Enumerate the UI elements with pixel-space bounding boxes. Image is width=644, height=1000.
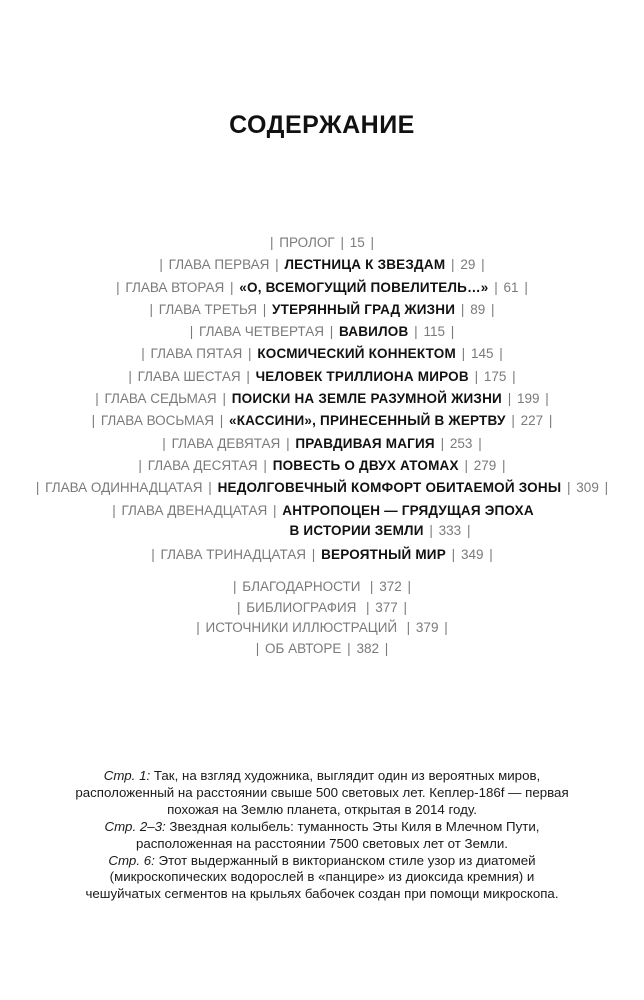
- toc-title: ПРАВДИВАЯ МАГИЯ: [295, 435, 435, 451]
- back-matter-about-author[interactable]: | ОБ АВТОРЕ | 382 |: [255, 641, 389, 657]
- toc-title: ПОВЕСТЬ О ДВУХ АТОМАХ: [272, 457, 459, 473]
- toc-entry-chapter-3[interactable]: | ГЛАВА ТРЕТЬЯ | УТЕРЯННЫЙ ГРАД ЖИЗНИ | 89 |: [149, 301, 495, 317]
- toc-entry-chapter-7[interactable]: | ГЛАВА СЕДЬМАЯ | ПОИСКИ НА ЗЕМЛЕ РАЗУМНОЙ ЖИЗНИ | 199 |: [95, 391, 549, 407]
- back-matter-label: ИСТОЧНИКИ ИЛЛЮСТРАЦИЙ: [205, 620, 398, 636]
- toc-page: 145: [470, 346, 494, 362]
- page-title: СОДЕРЖАНИЕ: [229, 110, 415, 139]
- toc-page: 15: [349, 235, 365, 250]
- caption-page-6: [72, 853, 572, 904]
- back-matter-acknowledgements[interactable]: | БЛАГОДАРНОСТИ | 372 |: [232, 579, 412, 594]
- back-matter-illustration-sources[interactable]: | ИСТОЧНИКИ ИЛЛЮСТРАЦИЙ | 379 |: [196, 620, 448, 636]
- caption-text: Так, на взгляд художника, выглядит один из вероятных миров, расположенный на расстоянии свыше 500 световых лет. Кеплер-186f — первая похожая на Землю планета, открытая в 2014 году.: [75, 768, 569, 817]
- toc-label: ГЛАВА ПЯТАЯ: [150, 346, 243, 362]
- toc-entry-chapter-2[interactable]: | ГЛАВА ВТОРАЯ | «О, ВСЕМОГУЩИЙ ПОВЕЛИТЕЛЬ…» | 61 |: [116, 279, 528, 295]
- toc-label: ГЛАВА СЕДЬМАЯ: [104, 391, 217, 407]
- back-matter-page: 379: [415, 620, 439, 636]
- toc-entry-chapter-8[interactable]: | ГЛАВА ВОСЬМАЯ | «КАССИНИ», ПРИНЕСЕННЫЙ В ЖЕРТВУ | 227 |: [91, 413, 553, 429]
- toc-label: ГЛАВА ТРИНАДЦАТАЯ: [160, 547, 307, 563]
- toc-entry-chapter-6[interactable]: | ГЛАВА ШЕСТАЯ | ЧЕЛОВЕК ТРИЛЛИОНА МИРОВ | 175 |: [128, 368, 516, 384]
- toc-page: 333: [438, 522, 462, 538]
- toc-page: 309: [576, 480, 599, 496]
- toc-title: НЕДОЛГОВЕЧНЫЙ КОМФОРТ ОБИТАЕМОЙ ЗОНЫ: [217, 480, 562, 496]
- toc-entry-prologue[interactable]: | ПРОЛОГ | 15 |: [269, 235, 375, 250]
- toc-title: ВЕРОЯТНЫЙ МИР: [321, 547, 446, 563]
- toc-entry-chapter-4[interactable]: | ГЛАВА ЧЕТВЕРТАЯ | ВАВИЛОВ | 115 |: [189, 324, 455, 340]
- toc-page: 89: [470, 301, 486, 317]
- caption-page-1: [72, 768, 572, 819]
- caption-text: Звездная колыбель: туманность Эты Киля в Млечном Пути, расположенная на расстоянии 7500 световых лет от Земли.: [135, 818, 540, 851]
- toc-entry-chapter-12-continued[interactable]: В ИСТОРИИ ЗЕМЛИ | 333 |: [289, 522, 471, 538]
- toc-label: ГЛАВА ДЕВЯТАЯ: [171, 435, 281, 451]
- toc-title: УТЕРЯННЫЙ ГРАД ЖИЗНИ: [272, 301, 456, 317]
- toc-label: ГЛАВА ВТОРАЯ: [125, 279, 225, 295]
- toc-page: 29: [460, 257, 476, 273]
- image-captions: [72, 768, 572, 903]
- toc-entry-chapter-13[interactable]: | ГЛАВА ТРИНАДЦАТАЯ | ВЕРОЯТНЫЙ МИР | 349 |: [151, 547, 493, 563]
- toc-label: ГЛАВА ДВЕНАДЦАТАЯ: [121, 502, 268, 518]
- toc-page: 253: [449, 435, 473, 451]
- toc-label: ГЛАВА ШЕСТАЯ: [137, 368, 241, 384]
- toc-title: ЧЕЛОВЕК ТРИЛЛИОНА МИРОВ: [255, 368, 469, 384]
- toc-label: ПРОЛОГ: [279, 235, 335, 250]
- back-matter-label: БЛАГОДАРНОСТИ: [242, 579, 361, 594]
- back-matter-page: 382: [356, 641, 379, 657]
- caption-ref: Стр. 6:: [108, 852, 155, 868]
- toc-title: ПОИСКИ НА ЗЕМЛЕ РАЗУМНОЙ ЖИЗНИ: [231, 391, 502, 407]
- toc-title-continued: В ИСТОРИИ ЗЕМЛИ: [289, 522, 424, 538]
- toc-label: ГЛАВА ДЕСЯТАЯ: [147, 457, 258, 473]
- toc-title: ЛЕСТНИЦА К ЗВЕЗДАМ: [284, 257, 446, 273]
- toc-label: ГЛАВА ПЕРВАЯ: [168, 257, 270, 273]
- caption-text: Этот выдержанный в викторианском стиле узор из диатомей (микроскопических водорослей в «панцире» из диоксида кремния) и чешуйчатых сегментов на крыльях бабочек создан при помощи микроскопа.: [85, 852, 559, 902]
- back-matter-page: 372: [379, 579, 402, 594]
- toc-page: 279: [473, 457, 497, 473]
- toc-title: ВАВИЛОВ: [339, 324, 409, 340]
- back-matter-label: БИБЛИОГРАФИЯ: [246, 599, 357, 615]
- toc-page: 175: [483, 368, 507, 384]
- toc-entry-chapter-12[interactable]: | ГЛАВА ДВЕНАДЦАТАЯ | АНТРОПОЦЕН — ГРЯДУЩАЯ ЭПОХА: [112, 502, 534, 518]
- caption-page-2-3: [72, 819, 572, 853]
- toc-page: 227: [520, 413, 544, 429]
- toc-label: ГЛАВА ОДИННАДЦАТАЯ: [45, 480, 203, 496]
- toc-entry-chapter-5[interactable]: | ГЛАВА ПЯТАЯ | КОСМИЧЕСКИЙ КОННЕКТОМ | 145 |: [141, 346, 503, 362]
- back-matter-label: ОБ АВТОРЕ: [265, 641, 342, 657]
- toc-label: ГЛАВА ВОСЬМАЯ: [100, 413, 214, 429]
- back-matter-page: 377: [375, 599, 398, 615]
- toc-page: 61: [503, 279, 519, 295]
- toc-title: КОСМИЧЕСКИЙ КОННЕКТОМ: [257, 346, 456, 362]
- toc-label: ГЛАВА ЧЕТВЕРТАЯ: [199, 324, 324, 340]
- toc-label: ГЛАВА ТРЕТЬЯ: [158, 301, 257, 317]
- toc-entry-chapter-11[interactable]: | ГЛАВА ОДИННАДЦАТАЯ | НЕДОЛГОВЕЧНЫЙ КОМФОРТ ОБИТАЕМОЙ ЗОНЫ | 309 |: [35, 480, 609, 496]
- toc-entry-chapter-10[interactable]: | ГЛАВА ДЕСЯТАЯ | ПОВЕСТЬ О ДВУХ АТОМАХ | 279 |: [138, 457, 506, 473]
- toc-page: 115: [423, 324, 445, 340]
- table-of-contents: [0, 232, 644, 566]
- toc-entry-chapter-1[interactable]: | ГЛАВА ПЕРВАЯ | ЛЕСТНИЦА К ЗВЕЗДАМ | 29 |: [159, 257, 485, 273]
- toc-entry-chapter-9[interactable]: | ГЛАВА ДЕВЯТАЯ | ПРАВДИВАЯ МАГИЯ | 253 |: [162, 435, 482, 451]
- caption-ref: Стр. 2–3:: [104, 818, 166, 834]
- toc-title: «КАССИНИ», ПРИНЕСЕННЫЙ В ЖЕРТВУ: [229, 413, 506, 429]
- toc-page: 199: [516, 391, 540, 407]
- toc-title: АНТРОПОЦЕН — ГРЯДУЩАЯ ЭПОХА: [282, 502, 534, 518]
- toc-title: «О, ВСЕМОГУЩИЙ ПОВЕЛИТЕЛЬ…»: [239, 279, 489, 295]
- toc-page: 349: [460, 547, 484, 563]
- caption-ref: Стр. 1:: [103, 768, 151, 783]
- back-matter-bibliography[interactable]: | БИБЛИОГРАФИЯ | 377 |: [236, 599, 408, 615]
- back-matter-list: [0, 577, 644, 660]
